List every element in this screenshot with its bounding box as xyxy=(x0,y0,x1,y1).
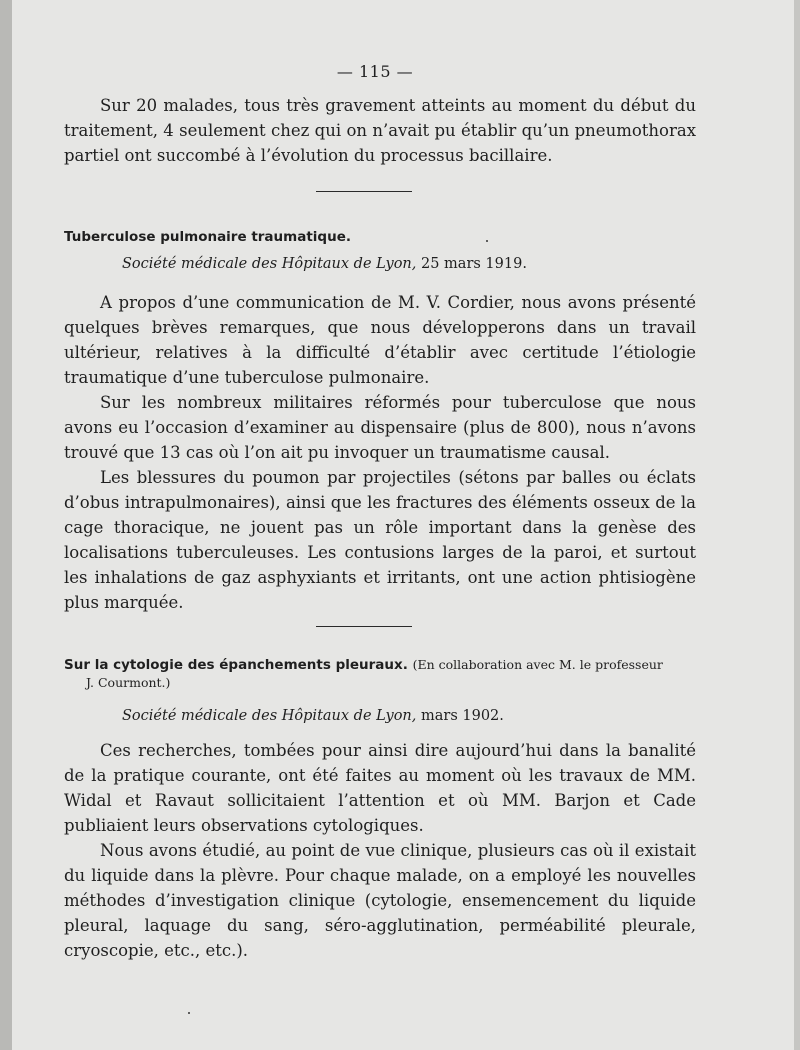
section-venue-tuberculose xyxy=(122,254,527,274)
section-venue-cytologie xyxy=(122,706,504,726)
page-number: — 115 — xyxy=(336,62,414,81)
venue-date: 25 mars 1919. xyxy=(421,256,527,272)
paragraph: Les blessures du poumon par projectiles (sétons par balles ou éclats d’obus intrapulmonaires), ainsi que les fractures des éléments osseux de la cage thoracique, ne jouent pas un rôle important dans la genèse des localisations tuberculeuses. Les contusions larges de la paroi, et surtout les inhalations de gaz asphyxiants et irritants, ont une action phtisiogène plus marquée. xyxy=(64,468,696,612)
section-body-cytologie xyxy=(64,738,696,963)
section-title-cytologie: Sur la cytologie des épanchements pleuraux. xyxy=(64,657,408,673)
venue-date: mars 1902. xyxy=(421,708,504,724)
section-title-tuberculose: Tuberculose pulmonaire traumatique. xyxy=(64,229,351,245)
ink-speck xyxy=(188,1012,190,1014)
section-body-tuberculose xyxy=(64,290,696,615)
paragraph: A propos d’une communication de M. V. Cordier, nous avons présenté quelques brèves remarques, que nous développerons dans un travail ultérieur, relatives à la difficulté d’établir avec certitude l’étiologie traumatique d’une tuberculose pulmonaire. xyxy=(64,293,696,387)
section-divider xyxy=(316,626,412,627)
collaboration-note-cont: J. Courmont.) xyxy=(86,675,171,690)
intro-paragraph-text: Sur 20 malades, tous très gravement atteints au moment du début du traitement, 4 seulement chez qui on n’avait pu établir qu’un pneumothorax partiel ont succombé à l’évolution du processus bacillaire. xyxy=(64,96,696,165)
paragraph: Sur les nombreux militaires réformés pour tuberculose que nous avons eu l’occasion d’examiner au dispensaire (plus de 800), nous n’avons trouvé que 13 cas où l’on ait pu invoquer un traumatisme causal. xyxy=(64,393,696,462)
venue-name: Société médicale des Hôpitaux de Lyon, xyxy=(122,256,417,272)
collaboration-note: (En collaboration avec M. le professeur xyxy=(412,657,663,672)
section-heading-cytologie xyxy=(64,656,704,692)
scan-margin-right xyxy=(794,0,800,1050)
paragraph: Ces recherches, tombées pour ainsi dire aujourd’hui dans la banalité de la pratique courante, ont été faites au moment où les travaux de MM. Widal et Ravaut sollicitaient l’attention et où MM. Barjon et Cade publiaient leurs observations cytologiques. xyxy=(64,741,696,835)
venue-name: Société médicale des Hôpitaux de Lyon, xyxy=(122,708,417,724)
intro-paragraph xyxy=(64,93,696,168)
paragraph: Nous avons étudié, au point de vue clinique, plusieurs cas où il existait du liquide dans la plèvre. Pour chaque malade, on a employé les nouvelles méthodes d’investigation clinique (cytologie, ensemencement du liquide pleural, laquage du sang, séro-agglutination, perméabilité pleurale, cryoscopie, etc., etc.). xyxy=(64,841,696,960)
ink-speck xyxy=(486,240,488,242)
scan-margin-left xyxy=(0,0,12,1050)
section-divider xyxy=(316,191,412,192)
book-page xyxy=(12,0,794,1050)
